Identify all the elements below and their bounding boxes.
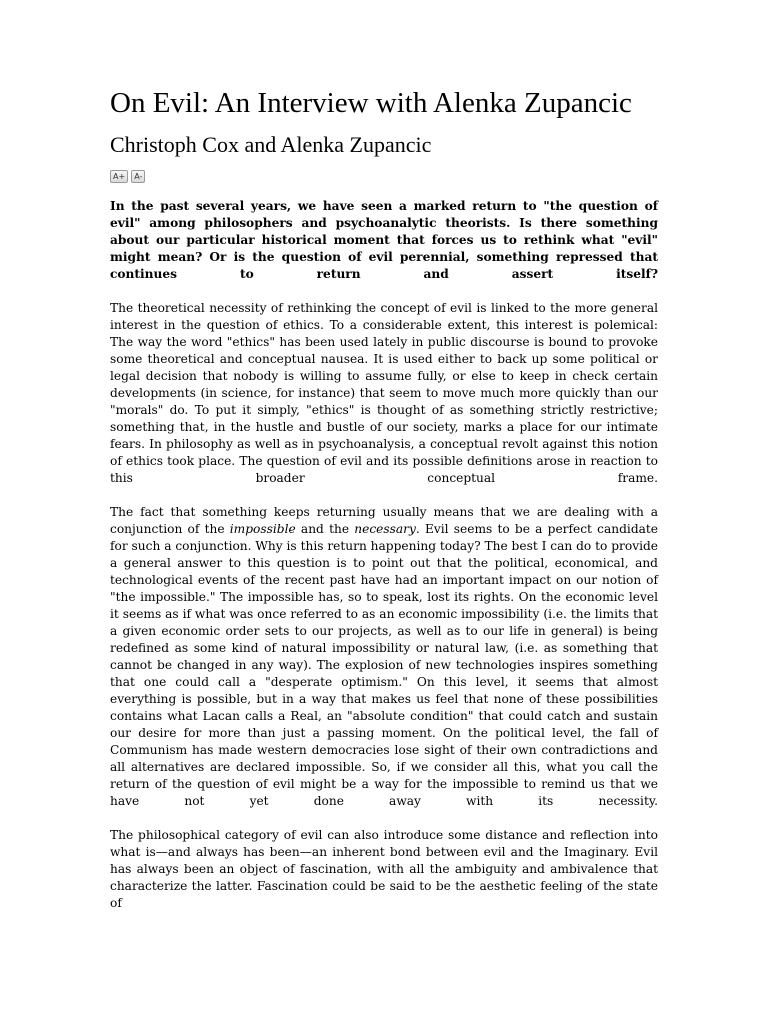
interview-question: In the past several years, we have seen a marked return to "the question of evil" among philosophers and psychoanalytic theorists. Is there something about our particular historical moment that forces us to rethink what "evil" might mean? Or is the question of evil perennial, something repressed that continues to return and assert itself? — [110, 199, 658, 281]
paragraph-2-text-c: . Evil seems to be a perfect candidate for such a conjunction. Why is this return happening today? The best I can do to provide a general answer to this question is to point out that the political, economical, and technological events of the recent past have had an important impact on our notion of "the impossible." The impossible has, so to speak, lost its rights. On the economic level it seems as if what was once referred to as an economic impossibility (i.e. the limits that a given economic order sets to our projects, as well as to our life in general) is being redefined as some kind of natural impossibility or natural law, (i.e. as something that cannot be changed in any way). The explosion of new technologies inspires something that one could call a "desperate optimism." On this level, it seems that almost everything is possible, but in a way that makes us feel that none of these possibilities contains what Lacan calls a Real, an "absolute condition" that could catch and sustain our desire for more than just a passing moment. On the political level, the fall of Communism has made western democracies lose sight of their own contradictions and all alternatives are declared impossible. So, if we consider all this, what you call the return of the question of evil might be a way for the impossible to remind us that we have not yet done away with its necessity. — [110, 522, 658, 808]
answer-paragraph-1: The theoretical necessity of rethinking the concept of evil is linked to the more general interest in the question of ethics. To a considerable extent, this interest is polemical: The way the word "ethics" has been used lately in public discourse is bound to provoke some theoretical and conceptual nausea. It is used either to back up some political or legal decision that nobody is willing to assume fully, or else to keep in check certain developments (in science, for instance) that seem to move much more quickly than our "morals" do. To put it simply, "ethics" is thought of as something strictly restrictive; something that, in the hustle and bustle of our society, marks a place for our intimate fears. In philosophy as well as in psychoanalysis, a conceptual revolt against this notion of ethics took place. The question of evil and its possible definitions arose in reaction to this broader conceptual frame. — [110, 301, 658, 485]
answer-paragraph-2 — [110, 504, 658, 810]
emphasis-impossible: impossible — [229, 522, 296, 536]
article-title: On Evil: An Interview with Alenka Zupancic — [110, 87, 632, 119]
emphasis-necessary: necessary — [354, 522, 416, 536]
decrease-font-button[interactable]: A- — [131, 170, 145, 183]
increase-font-button[interactable]: A+ — [110, 170, 128, 183]
paragraph-2-text-b: and the — [295, 522, 355, 536]
paragraph-2-text-a: The fact that something keeps returning usually means that we are dealing with a conjunction of the — [110, 505, 658, 536]
font-size-controls — [110, 170, 658, 182]
answer-paragraph-3: The philosophical category of evil can also introduce some distance and reflection into what is—and always has been—an inherent bond between evil and the Imaginary. Evil has always been an object of fascination, with all the ambiguity and ambivalence that characterize the latter. Fascination could be said to be the aesthetic feeling of the state of — [110, 828, 658, 910]
article-authors: Christoph Cox and Alenka Zupancic — [110, 132, 432, 157]
article — [110, 86, 658, 912]
